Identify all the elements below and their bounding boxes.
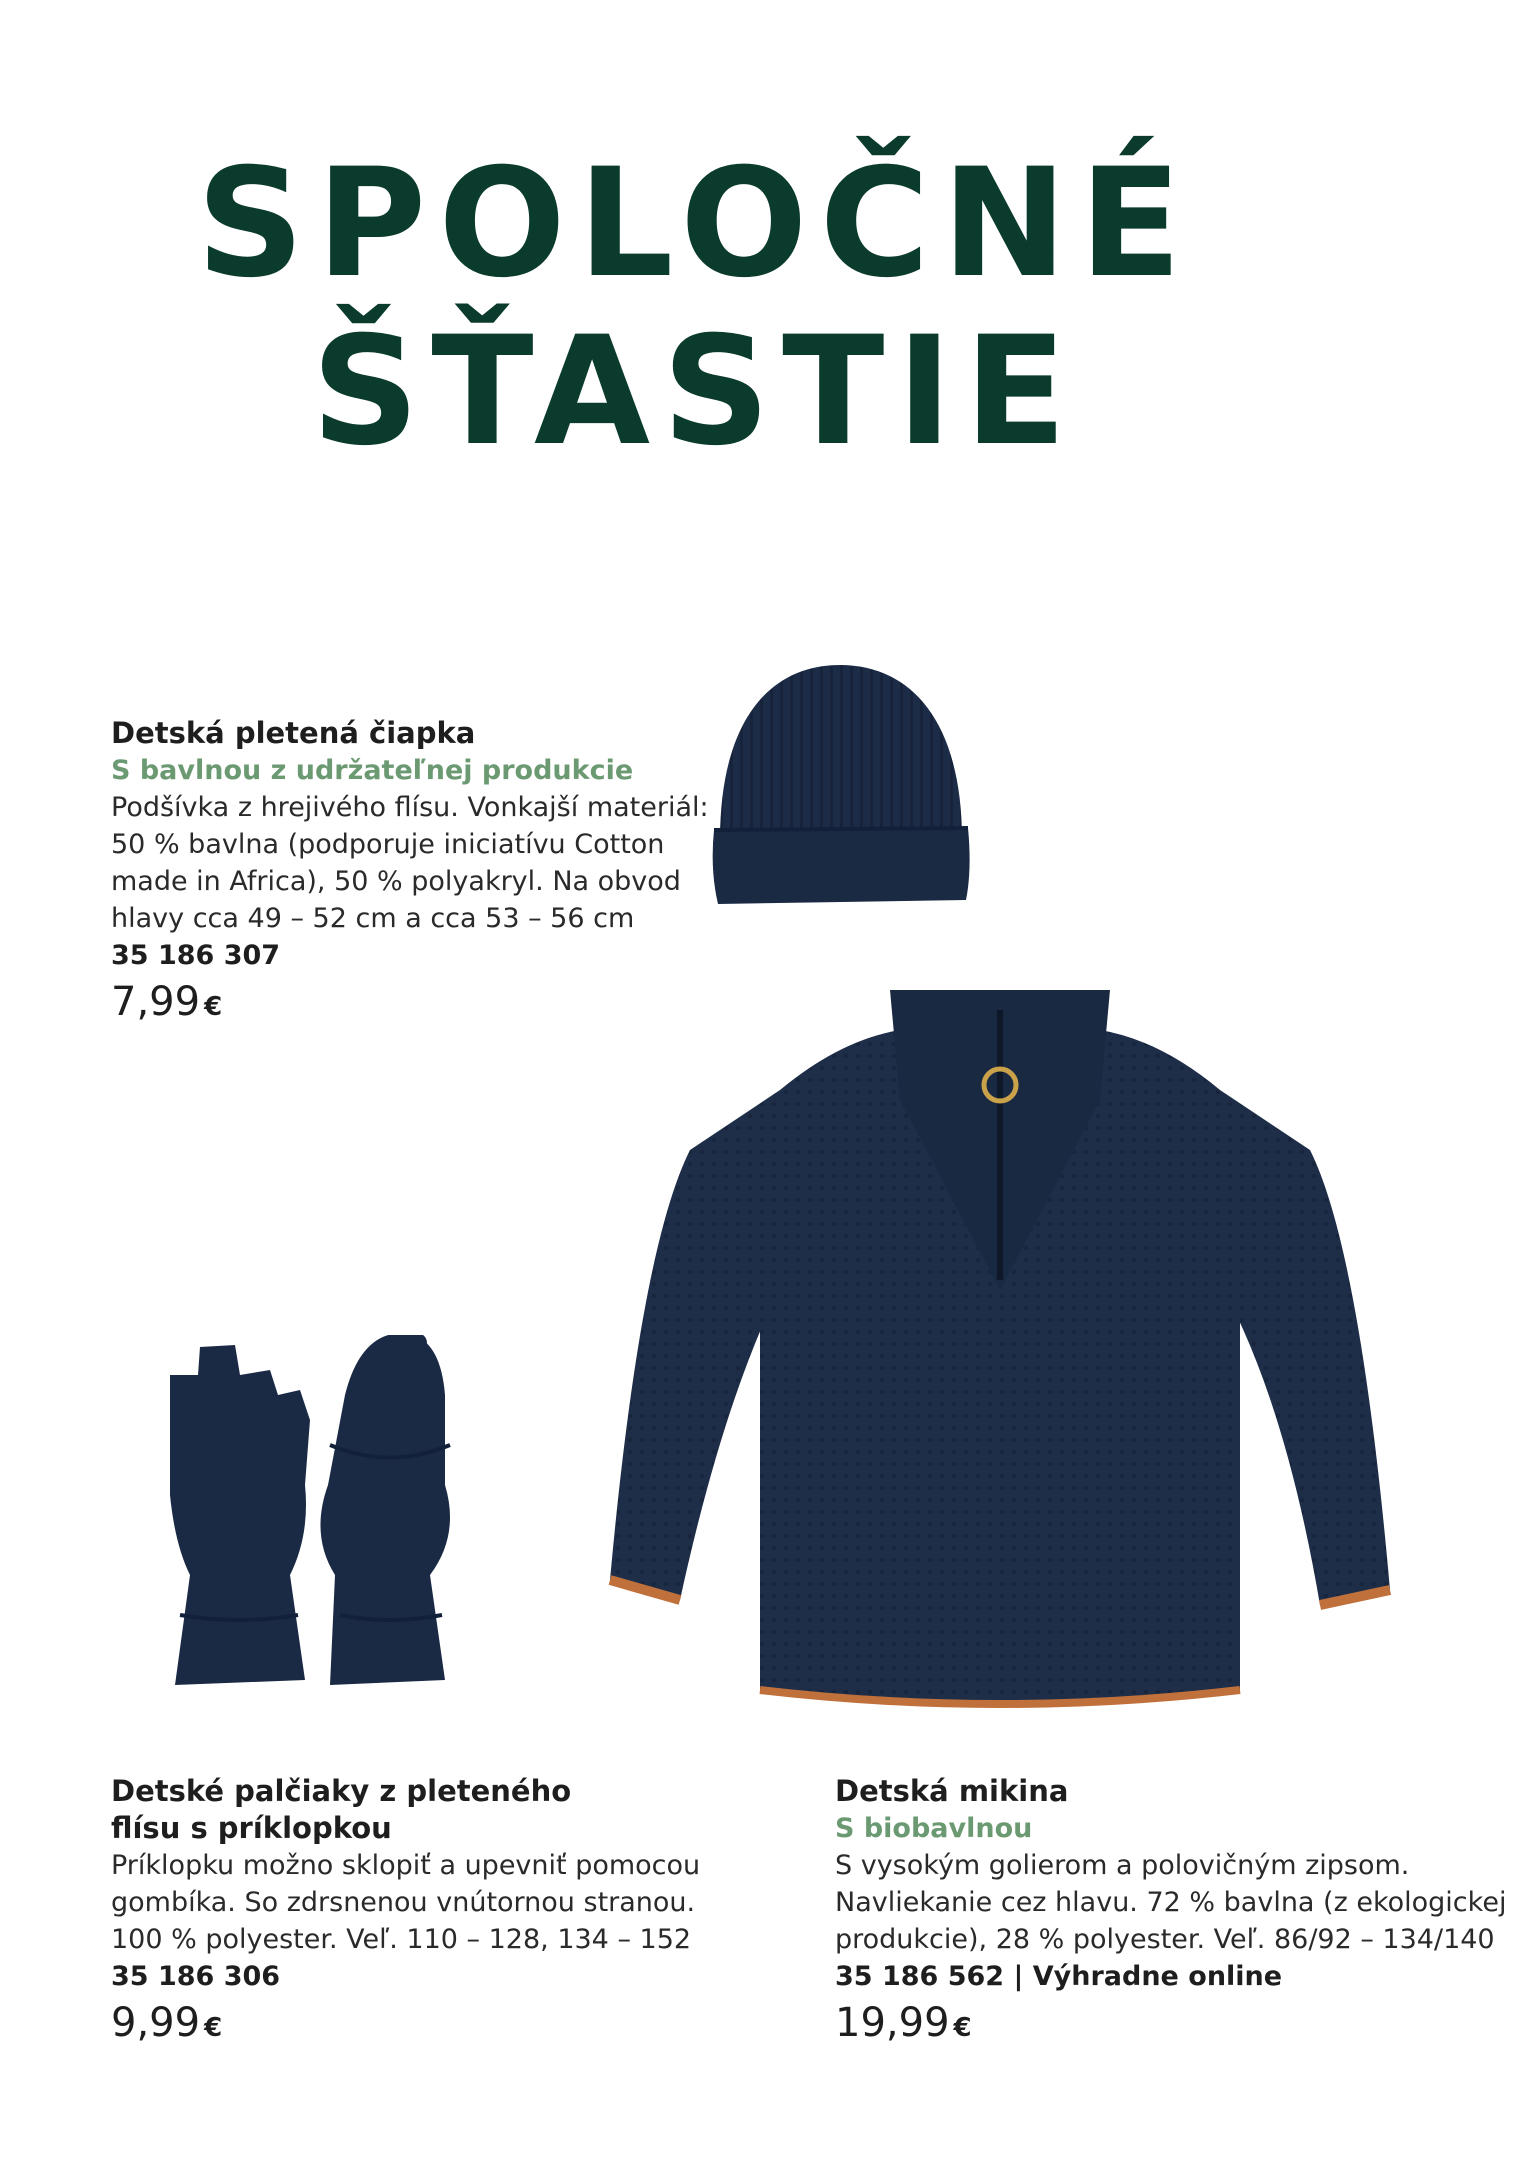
name-line: flísu s príklopkou xyxy=(111,1811,392,1845)
product-code: 35 186 562 | Výhradne online xyxy=(835,1961,1283,1992)
product-code: 35 186 307 xyxy=(111,940,281,971)
knit-hat-icon xyxy=(700,660,980,920)
desc-line: hlavy cca 49 – 52 cm a cca 53 – 56 cm xyxy=(111,903,635,934)
product-price xyxy=(835,2000,1506,2047)
desc-line: Príklopku možno sklopiť a upevniť pomocou xyxy=(111,1850,701,1881)
product-description xyxy=(111,1847,700,1958)
desc-line: made in Africa), 50 % polyakryl. Na obvod xyxy=(111,866,681,897)
page-title xyxy=(0,137,1390,479)
product-name: Detská mikina xyxy=(835,1774,1069,1808)
product-description xyxy=(111,789,709,937)
desc-line: Podšívka z hrejivého flísu. Vonkajší materiál: xyxy=(111,792,709,823)
price-value: 9,99 xyxy=(111,2000,201,2046)
mittens-icon xyxy=(160,1335,500,1685)
sweater-icon xyxy=(600,990,1400,1720)
product-name: Detská pletená čiapka xyxy=(111,716,476,750)
desc-line: gombíka. So zdrsnenou vnútornou stranou. xyxy=(111,1887,696,1918)
product-name xyxy=(111,1773,700,1847)
price-value: 7,99 xyxy=(111,979,201,1025)
product-mittens xyxy=(111,1773,700,2047)
product-subtitle: S bavlnou z udržateľnej produkcie xyxy=(111,755,634,786)
title-line-2: ŠŤASTIE xyxy=(311,305,1079,479)
desc-line: 100 % polyester. Veľ. 110 – 128, 134 – 152 xyxy=(111,1924,692,1955)
desc-line: produkcie), 28 % polyester. Veľ. 86/92 – 134/140 xyxy=(835,1924,1495,1955)
product-price xyxy=(111,2000,700,2047)
price-currency: € xyxy=(204,2013,223,2043)
price-currency: € xyxy=(953,2013,972,2043)
desc-line: Navliekanie cez hlavu. 72 % bavlna (z ekologickej xyxy=(835,1887,1507,1918)
product-subtitle: S biobavlnou xyxy=(835,1813,1033,1844)
desc-line: S vysokým golierom a polovičným zipsom. xyxy=(835,1850,1410,1881)
price-value: 19,99 xyxy=(835,2000,950,2046)
product-description xyxy=(835,1847,1506,1958)
price-currency: € xyxy=(204,992,223,1022)
name-line: Detské palčiaky z pleteného xyxy=(111,1774,572,1808)
product-hat xyxy=(111,715,709,1026)
title-line-1: SPOLOČNÉ xyxy=(196,137,1194,311)
product-code: 35 186 306 xyxy=(111,1961,281,1992)
desc-line: 50 % bavlna (podporuje iniciatívu Cotton xyxy=(111,829,665,860)
product-sweater xyxy=(835,1773,1506,2047)
